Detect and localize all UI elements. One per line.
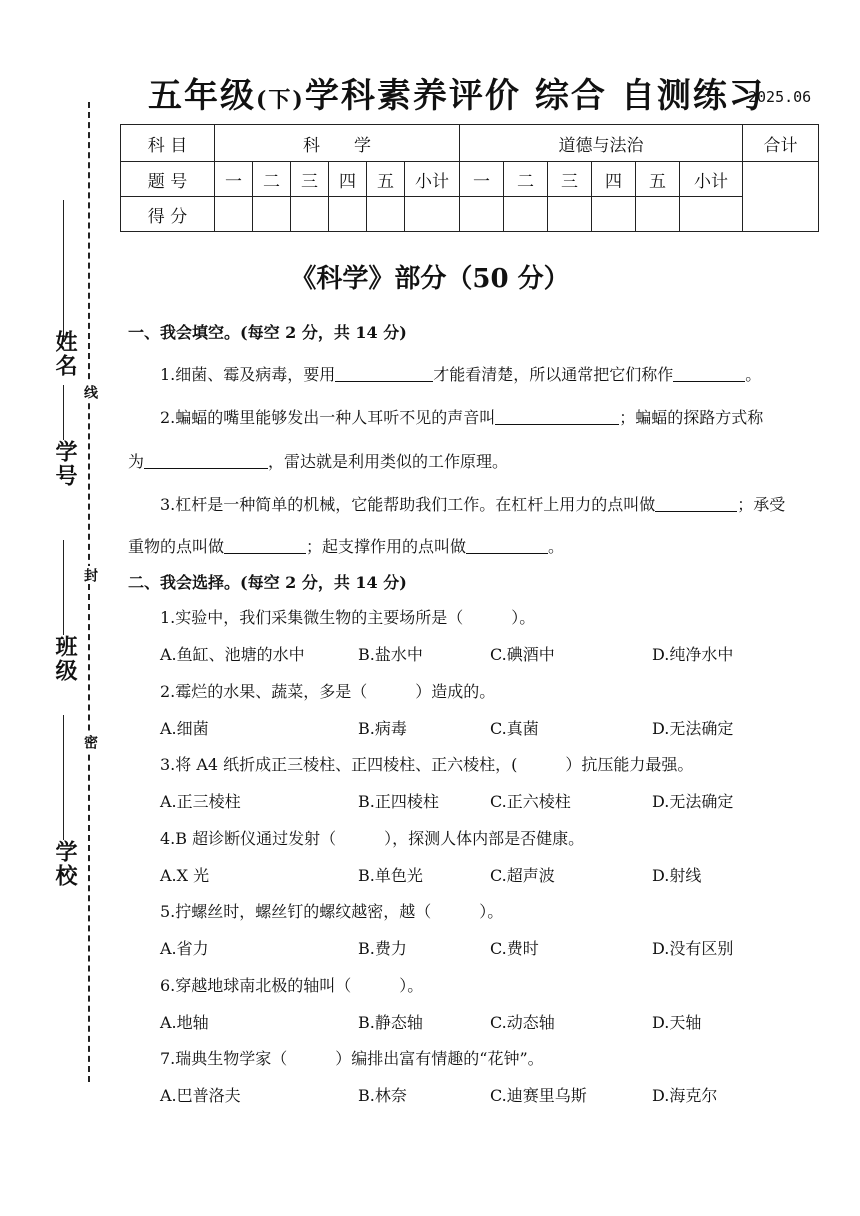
choice-option[interactable]: B.费力 bbox=[358, 939, 407, 958]
cut-mark-secret: 密 bbox=[82, 735, 98, 749]
choice-option[interactable]: A.鱼缸、池塘的水中 bbox=[160, 645, 305, 664]
q-number-cell: 四 bbox=[592, 162, 636, 197]
choice-option[interactable]: D.海克尔 bbox=[652, 1086, 718, 1105]
score-header: 得 分 bbox=[121, 197, 215, 232]
fill-question-1: 1.细菌、霉及病毒，要用 才能看清楚，所以通常把它们称作 。 bbox=[160, 365, 762, 384]
score-cell[interactable] bbox=[329, 197, 367, 232]
score-table bbox=[120, 124, 819, 232]
choice-option[interactable]: B.林奈 bbox=[358, 1086, 407, 1105]
score-cell[interactable] bbox=[367, 197, 405, 232]
id-write-line bbox=[63, 385, 64, 440]
class-label: 班级 bbox=[52, 635, 78, 683]
choice-question-stem: 2.霉烂的水果、蔬菜，多是（ ）造成的。 bbox=[160, 681, 496, 701]
score-cell[interactable] bbox=[592, 197, 636, 232]
answer-blank[interactable] bbox=[466, 537, 548, 554]
answer-blank[interactable] bbox=[335, 365, 433, 382]
choice-option[interactable]: C.迪赛里乌斯 bbox=[490, 1086, 587, 1105]
answer-blank[interactable] bbox=[673, 365, 745, 382]
q-number-cell: 五 bbox=[636, 162, 680, 197]
answer-blank[interactable] bbox=[495, 408, 619, 425]
exam-date: 2025.06 bbox=[748, 88, 812, 106]
choice-option[interactable]: B.正四棱柱 bbox=[358, 792, 439, 811]
choice-question-stem: 7.瑞典生物学家（ ）编排出富有情趣的“花钟”。 bbox=[160, 1049, 544, 1068]
choice-option[interactable]: D.没有区别 bbox=[652, 939, 734, 958]
choice-option[interactable]: B.静态轴 bbox=[358, 1012, 423, 1032]
q-number-cell: 三 bbox=[548, 162, 592, 197]
choice-option[interactable]: A.地轴 bbox=[160, 1012, 209, 1032]
title-term: (下) bbox=[256, 87, 305, 113]
subtotal-cell: 小计 bbox=[405, 162, 460, 197]
q-number-cell: 五 bbox=[367, 162, 405, 197]
part2-heading: 二、我会选择。(每空 2 分，共 14 分) bbox=[128, 573, 407, 592]
score-cell[interactable] bbox=[504, 197, 548, 232]
score-cell[interactable] bbox=[291, 197, 329, 232]
choice-question-stem: 4.B 超诊断仪通过发射（ ），探测人体内部是否健康。 bbox=[160, 828, 585, 848]
subtotal-cell: 小计 bbox=[680, 162, 743, 197]
choice-option[interactable]: C.碘酒中 bbox=[490, 645, 555, 664]
number-header: 题 号 bbox=[121, 162, 215, 197]
title-practice: 自测练习 bbox=[620, 76, 765, 116]
title-type: 综合 bbox=[534, 76, 607, 116]
choice-option[interactable]: B.盐水中 bbox=[358, 645, 423, 664]
id-label: 学号 bbox=[52, 440, 78, 488]
score-cell[interactable] bbox=[680, 197, 743, 232]
subject-header: 科 目 bbox=[121, 125, 215, 162]
choice-option[interactable]: C.费时 bbox=[490, 939, 539, 958]
part1-heading: 一、我会填空。(每空 2 分，共 14 分) bbox=[128, 323, 407, 342]
science-header: 科 学 bbox=[215, 125, 460, 162]
choice-question-stem: 5.拧螺丝时，螺丝钉的螺纹越密，越（ ）。 bbox=[160, 902, 504, 921]
ethics-header: 道德与法治 bbox=[460, 125, 743, 162]
section-title: 《科学》部分（50 分） bbox=[290, 264, 570, 294]
choice-option[interactable]: D.纯净水中 bbox=[652, 645, 734, 664]
cut-mark-line: 线 bbox=[82, 385, 98, 399]
choice-option[interactable]: D.射线 bbox=[652, 865, 702, 885]
q-number-cell: 一 bbox=[460, 162, 504, 197]
choice-question-stem: 1.实验中，我们采集微生物的主要场所是（ ）。 bbox=[160, 608, 536, 627]
answer-blank[interactable] bbox=[144, 452, 268, 469]
choice-option[interactable]: B.单色光 bbox=[358, 865, 423, 885]
cut-mark-seal: 封 bbox=[82, 568, 98, 582]
answer-blank[interactable] bbox=[655, 495, 737, 512]
choice-option[interactable]: A.正三棱柱 bbox=[160, 792, 241, 811]
school-label: 学校 bbox=[52, 840, 78, 888]
choice-option[interactable]: D.无法确定 bbox=[652, 792, 734, 811]
choice-option[interactable]: A.巴普洛夫 bbox=[160, 1086, 241, 1105]
name-label: 姓名 bbox=[52, 330, 78, 378]
score-cell[interactable] bbox=[460, 197, 504, 232]
class-write-line bbox=[63, 540, 64, 635]
score-cell[interactable] bbox=[215, 197, 253, 232]
q-number-cell: 二 bbox=[253, 162, 291, 197]
fill-question-3-cont: 重物的点叫做 ；起支撑作用的点叫做 。 bbox=[128, 537, 565, 556]
binding-dashed-line bbox=[88, 102, 90, 1082]
choice-question-stem: 3.将 A4 纸折成正三棱柱、正四棱柱、正六棱柱，( ）抗压能力最强。 bbox=[160, 755, 694, 774]
page-title bbox=[148, 68, 765, 117]
q-number-cell: 四 bbox=[329, 162, 367, 197]
fill-question-2-cont: 为 ，雷达就是利用类似的工作原理。 bbox=[128, 452, 509, 471]
choice-option[interactable]: C.真菌 bbox=[490, 718, 539, 738]
fill-question-2: 2.蝙蝠的嘴里能够发出一种人耳听不见的声音叫 ；蝙蝠的探路方式称 bbox=[160, 408, 764, 427]
q-number-cell: 一 bbox=[215, 162, 253, 197]
choice-option[interactable]: D.无法确定 bbox=[652, 718, 734, 738]
choice-question-stem: 6.穿越地球南北极的轴叫（ ）。 bbox=[160, 975, 424, 995]
choice-option[interactable]: C.超声波 bbox=[490, 865, 555, 885]
choice-option[interactable]: C.正六棱柱 bbox=[490, 792, 571, 811]
choice-option[interactable]: A.省力 bbox=[160, 939, 209, 958]
choice-option[interactable]: A.X 光 bbox=[160, 865, 210, 885]
score-cell[interactable] bbox=[636, 197, 680, 232]
q-number-cell: 三 bbox=[291, 162, 329, 197]
school-write-line bbox=[63, 715, 64, 840]
score-cell[interactable] bbox=[253, 197, 291, 232]
total-header: 合计 bbox=[743, 125, 819, 162]
choice-option[interactable]: D.天轴 bbox=[652, 1012, 702, 1032]
choice-option[interactable]: A.细菌 bbox=[160, 718, 209, 738]
title-main: 学科素养评价 bbox=[304, 76, 521, 116]
answer-blank[interactable] bbox=[224, 537, 306, 554]
q-number-cell: 二 bbox=[504, 162, 548, 197]
choice-option[interactable]: C.动态轴 bbox=[490, 1012, 555, 1032]
score-cell[interactable] bbox=[405, 197, 460, 232]
choice-option[interactable]: B.病毒 bbox=[358, 718, 407, 738]
fill-question-3: 3.杠杆是一种简单的机械，它能帮助我们工作。在杠杆上用力的点叫做 ；承受 bbox=[160, 495, 786, 514]
title-grade: 五年级 bbox=[148, 76, 256, 116]
score-cell[interactable] bbox=[548, 197, 592, 232]
total-score-cell[interactable] bbox=[743, 162, 819, 232]
